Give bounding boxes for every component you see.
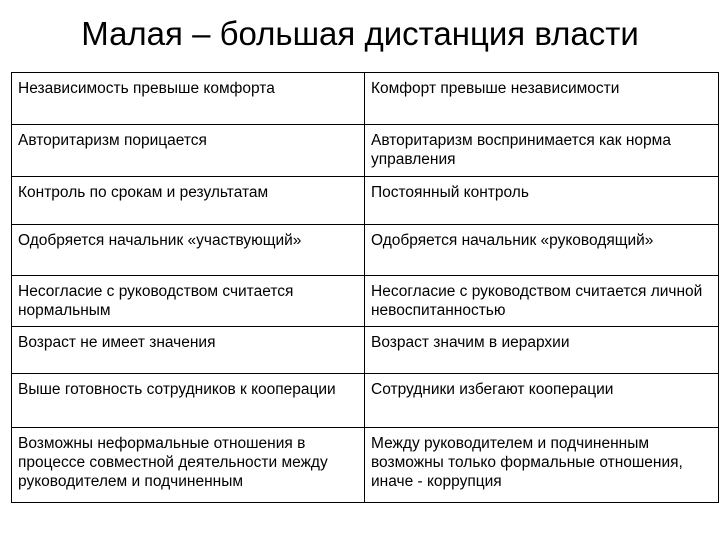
table-cell-low-distance: Возможны неформальные отношения в процессе совместной деятельности между руководителем и подчиненным: [12, 428, 365, 503]
table-cell-low-distance: Независимость превыше комфорта: [12, 73, 365, 125]
table-cell-high-distance: Несогласие с руководством считается личной невоспитанностью: [365, 276, 719, 327]
table-row: [12, 225, 719, 276]
table-cell-low-distance: Несогласие с руководством считается нормальным: [12, 276, 365, 327]
table-cell-high-distance: Постоянный контроль: [365, 177, 719, 225]
table-cell-high-distance: Возраст значим в иерархии: [365, 327, 719, 374]
table-cell-high-distance: Между руководителем и подчиненным возможны только формальные отношения, иначе - коррупция: [365, 428, 719, 503]
table-row: [12, 428, 719, 503]
table-row: [12, 327, 719, 374]
table-cell-low-distance: Авторитаризм порицается: [12, 125, 365, 177]
table-row: [12, 276, 719, 327]
table-cell-low-distance: Выше готовность сотрудников к кооперации: [12, 374, 365, 428]
table-row: [12, 125, 719, 177]
table-row: [12, 177, 719, 225]
slide-title: Малая – большая дистанция власти: [81, 15, 639, 52]
table-cell-low-distance: Возраст не имеет значения: [12, 327, 365, 374]
table-cell-low-distance: Контроль по срокам и результатам: [12, 177, 365, 225]
comparison-table: [11, 72, 719, 503]
table-cell-high-distance: Комфорт превыше независимости: [365, 73, 719, 125]
table-row: [12, 374, 719, 428]
table-cell-high-distance: Одобряется начальник «руководящий»: [365, 225, 719, 276]
table-cell-high-distance: Сотрудники избегают кооперации: [365, 374, 719, 428]
table-cell-high-distance: Авторитаризм воспринимается как норма управления: [365, 125, 719, 177]
table-row: [12, 73, 719, 125]
table-cell-low-distance: Одобряется начальник «участвующий»: [12, 225, 365, 276]
